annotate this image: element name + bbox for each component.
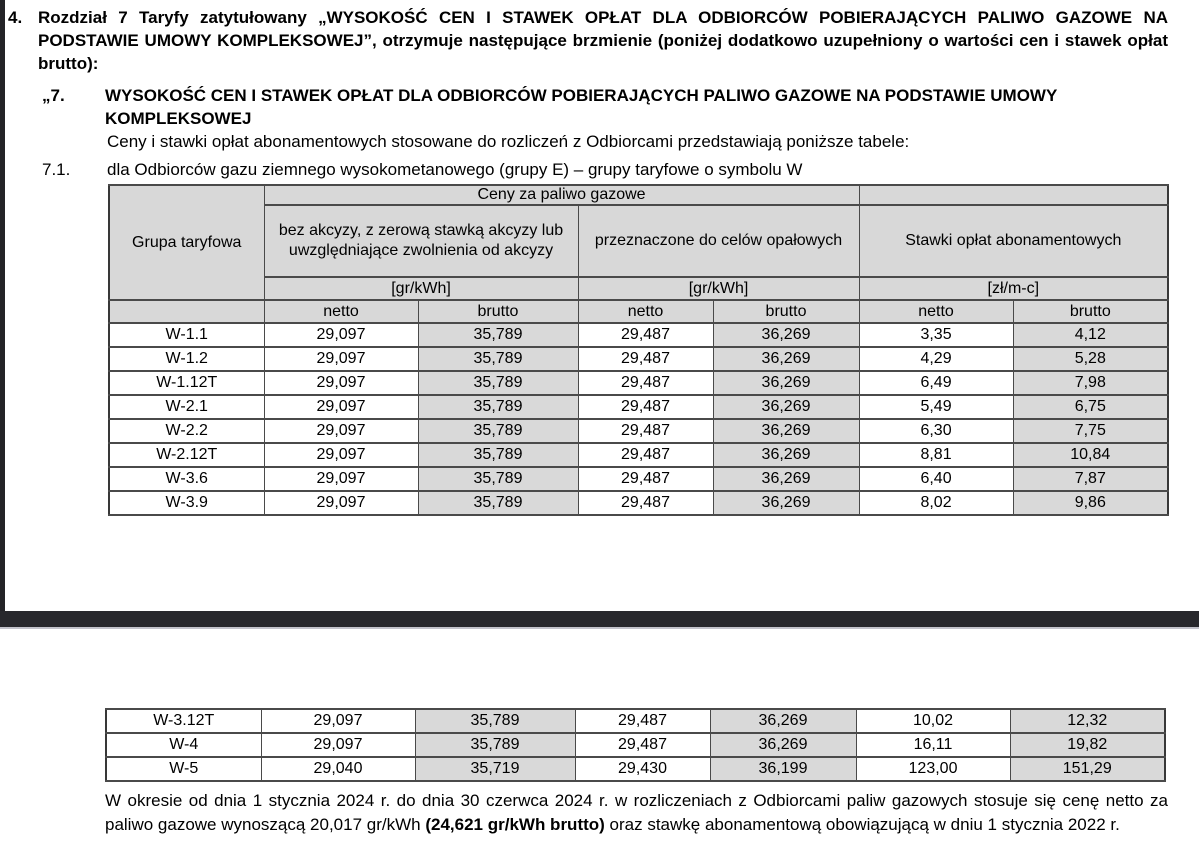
paragraph-number: 4. [8, 8, 23, 27]
value-brutto: 9,86 [1013, 491, 1168, 515]
tariff-group: W-1.2 [109, 347, 264, 371]
value-netto: 29,487 [578, 443, 713, 467]
value-netto: 6,30 [859, 419, 1013, 443]
value-netto: 29,487 [578, 395, 713, 419]
subheader-netto: netto [264, 300, 418, 323]
table-row [109, 371, 1168, 395]
value-brutto: 35,789 [418, 371, 578, 395]
value-netto: 29,097 [264, 395, 418, 419]
value-netto: 16,11 [856, 733, 1010, 757]
value-netto: 29,097 [264, 467, 418, 491]
value-netto: 10,02 [856, 709, 1010, 733]
tariff-group: W-2.1 [109, 395, 264, 419]
subheader-brutto: brutto [713, 300, 859, 323]
value-netto: 29,487 [578, 323, 713, 347]
subheader-brutto: brutto [1013, 300, 1168, 323]
table-row [106, 757, 1165, 781]
tariff-group: W-1.1 [109, 323, 264, 347]
value-netto: 29,097 [264, 323, 418, 347]
value-brutto: 12,32 [1010, 709, 1165, 733]
value-netto: 29,487 [578, 491, 713, 515]
value-brutto: 35,789 [415, 709, 575, 733]
paragraph-text: Rozdział 7 Taryfy zatytułowany „WYSOKOŚĆ CEN I STAWEK OPŁAT DLA ODBIORCÓW POBIERAJĄCYCH PALIWO GAZOWE NA PODSTAWIE UMOWY KOMPLEKSOWEJ”, otrzymuje następujące brzmienie (poniżej dodatkowo uzupełniony o wartości cen i stawek opłat brutto): [38, 8, 1168, 73]
table-row [109, 323, 1168, 347]
footer-paragraph [105, 789, 1168, 836]
value-brutto: 6,75 [1013, 395, 1168, 419]
table-row [106, 733, 1165, 757]
value-brutto: 7,75 [1013, 419, 1168, 443]
value-netto: 29,487 [575, 709, 710, 733]
value-netto: 8,02 [859, 491, 1013, 515]
value-brutto: 5,28 [1013, 347, 1168, 371]
viewer-left-edge [0, 0, 5, 611]
intro-line: Ceny i stawki opłat abonamentowych stosowane do rozliczeń z Odbiorcami przedstawiają poniższe tabele: [107, 132, 910, 151]
section-7-heading [42, 84, 1115, 130]
value-brutto: 36,199 [710, 757, 856, 781]
value-brutto: 151,29 [1010, 757, 1165, 781]
value-brutto: 19,82 [1010, 733, 1165, 757]
tariff-table-main [108, 184, 1169, 516]
tariff-group: W-3.9 [109, 491, 264, 515]
table-row [109, 347, 1168, 371]
paragraph-number: 7.1. [42, 160, 71, 179]
unit-zl-mc: [zł/m-c] [859, 277, 1168, 300]
value-netto: 5,49 [859, 395, 1013, 419]
table-row [109, 419, 1168, 443]
tariff-group: W-5 [106, 757, 261, 781]
numbered-paragraph-7-1 [42, 159, 1162, 181]
value-netto: 3,35 [859, 323, 1013, 347]
paragraph-text: dla Odbiorców gazu ziemnego wysokometanowego (grupy E) – grupy taryfowe o symbolu W [107, 160, 803, 179]
header-group-column: Grupa taryfowa [109, 185, 264, 300]
value-netto: 29,097 [264, 491, 418, 515]
footer-text-bold: (24,621 gr/kWh brutto) [425, 814, 605, 834]
value-brutto: 36,269 [713, 419, 859, 443]
header-prices-title: Ceny za paliwo gazowe [264, 185, 859, 205]
page-break-bar [0, 611, 1199, 629]
header-heating-purpose: przeznaczone do celów opałowych [578, 205, 859, 277]
value-brutto: 36,269 [713, 443, 859, 467]
table-row [109, 467, 1168, 491]
value-netto: 6,49 [859, 371, 1013, 395]
value-brutto: 36,269 [713, 371, 859, 395]
value-netto: 8,81 [859, 443, 1013, 467]
subheader-brutto: brutto [418, 300, 578, 323]
value-netto: 29,097 [264, 443, 418, 467]
value-netto: 29,487 [575, 733, 710, 757]
value-netto: 29,097 [264, 419, 418, 443]
value-brutto: 36,269 [713, 395, 859, 419]
tariff-group: W-4 [106, 733, 261, 757]
value-brutto: 35,789 [415, 733, 575, 757]
section-title: WYSOKOŚĆ CEN I STAWEK OPŁAT DLA ODBIORCÓW POBIERAJĄCYCH PALIWO GAZOWE NA PODSTAWIE UMOWY KOMPLEKSOWEJ [105, 86, 1057, 128]
value-netto: 29,487 [578, 371, 713, 395]
unit-gr-kwh: [gr/kWh] [578, 277, 859, 300]
value-netto: 29,487 [578, 347, 713, 371]
value-brutto: 4,12 [1013, 323, 1168, 347]
value-netto: 29,487 [578, 419, 713, 443]
header-subscription-fees: Stawki opłat abonamentowych [859, 205, 1168, 277]
value-brutto: 36,269 [713, 491, 859, 515]
value-netto: 123,00 [856, 757, 1010, 781]
value-netto: 29,097 [261, 733, 415, 757]
table-row [109, 443, 1168, 467]
value-brutto: 7,87 [1013, 467, 1168, 491]
tariff-table-continuation [105, 708, 1166, 782]
value-brutto: 35,789 [418, 419, 578, 443]
value-brutto: 35,719 [415, 757, 575, 781]
value-brutto: 35,789 [418, 323, 578, 347]
tariff-group: W-2.12T [109, 443, 264, 467]
table-row [106, 709, 1165, 733]
value-netto: 29,097 [264, 371, 418, 395]
value-brutto: 10,84 [1013, 443, 1168, 467]
tariff-group: W-3.12T [106, 709, 261, 733]
value-brutto: 36,269 [713, 467, 859, 491]
value-brutto: 35,789 [418, 491, 578, 515]
value-brutto: 35,789 [418, 347, 578, 371]
table-row [109, 491, 1168, 515]
numbered-paragraph-4 [8, 6, 1168, 75]
subheader-netto: netto [578, 300, 713, 323]
value-netto: 29,097 [264, 347, 418, 371]
value-brutto: 36,269 [710, 709, 856, 733]
value-netto: 6,40 [859, 467, 1013, 491]
value-netto: 29,097 [261, 709, 415, 733]
header-no-excise: bez akcyzy, z zerową stawką akcyzy lub uwzględniające zwolnienia od akcyzy [264, 205, 578, 277]
value-brutto: 36,269 [713, 323, 859, 347]
tariff-group: W-3.6 [109, 467, 264, 491]
subheader-netto: netto [859, 300, 1013, 323]
value-brutto: 35,789 [418, 443, 578, 467]
value-netto: 29,487 [578, 467, 713, 491]
footer-text-2: oraz stawkę abonamentową obowiązującą w dniu 1 stycznia 2022 r. [604, 814, 1120, 834]
value-brutto: 36,269 [710, 733, 856, 757]
tariff-group: W-2.2 [109, 419, 264, 443]
header-empty-cell [109, 300, 264, 323]
tariff-group: W-1.12T [109, 371, 264, 395]
table-row [109, 395, 1168, 419]
section-number: „7. [42, 86, 65, 105]
footer-text-1: W okresie od dnia 1 stycznia 2024 r. do dnia 30 czerwca 2024 r. w rozliczeniach z Odbiorcami paliw gazowych stosuje się cenę netto za paliwo gazowe wynoszącą 20,017 gr/kWh [105, 791, 1168, 834]
unit-gr-kwh: [gr/kWh] [264, 277, 578, 300]
value-brutto: 36,269 [713, 347, 859, 371]
value-netto: 4,29 [859, 347, 1013, 371]
value-netto: 29,430 [575, 757, 710, 781]
value-brutto: 7,98 [1013, 371, 1168, 395]
value-brutto: 35,789 [418, 467, 578, 491]
value-brutto: 35,789 [418, 395, 578, 419]
header-empty-cell [859, 185, 1168, 205]
value-netto: 29,040 [261, 757, 415, 781]
